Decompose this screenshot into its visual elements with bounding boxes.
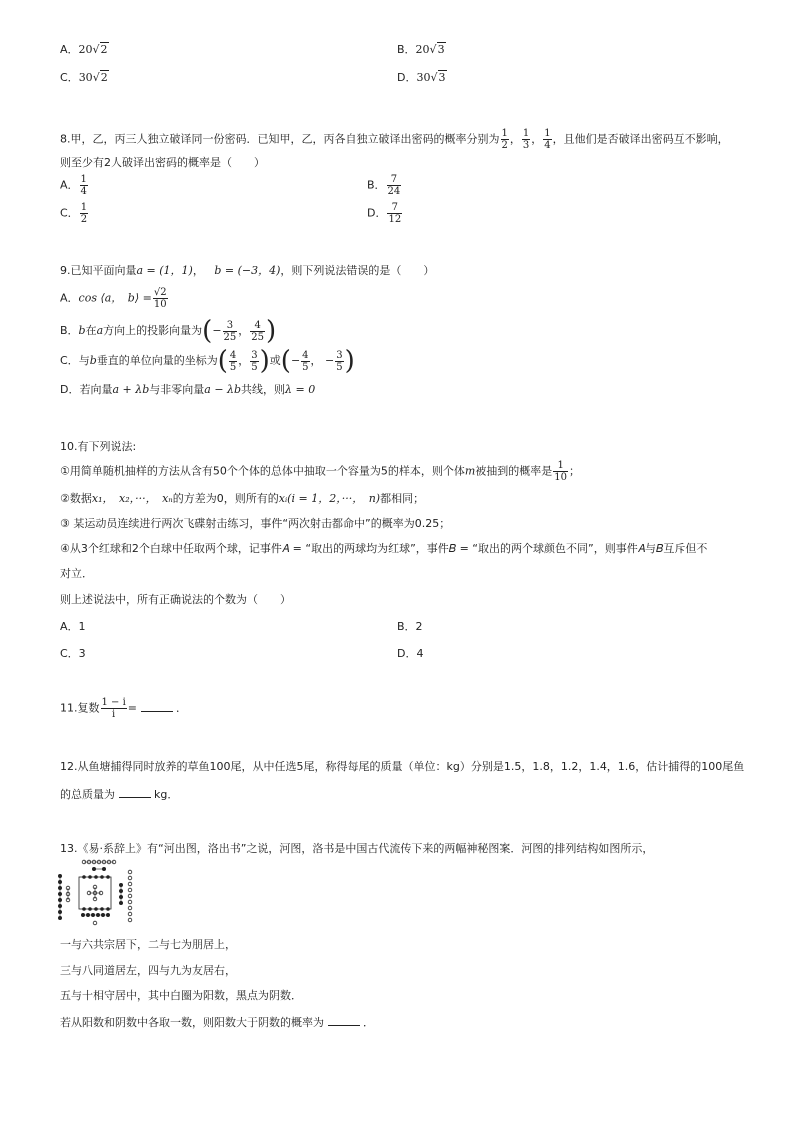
numerator: 4: [229, 349, 237, 361]
q9-option-d: [60, 382, 315, 398]
denominator: 5: [229, 361, 237, 373]
fraction: [501, 128, 509, 151]
expression: a − λb: [204, 383, 242, 396]
text: 与: [78, 354, 90, 367]
numerator: √2: [153, 287, 167, 298]
option-label: A．: [60, 178, 79, 192]
q8-option-d: [367, 202, 403, 225]
numerator: 3: [336, 349, 343, 361]
option-label: C．: [60, 354, 79, 367]
paren-open: (: [202, 316, 213, 346]
q13-line3: 三与八同道居左，四与九为友居右，: [60, 964, 236, 977]
q7-option-b: [397, 42, 446, 58]
numerator: 1: [501, 128, 508, 139]
q12-line1: 12.从鱼塘捕得同时放养的草鱼100尾，从中任选5尾，称得每尾的质量（单位：kg）分别是1.5，1.8，1.2，1.4，1.6，估计捕得的100尾鱼: [60, 760, 745, 773]
denominator: 25: [223, 331, 237, 343]
answer-blank: [119, 786, 151, 798]
denominator: 10: [554, 472, 568, 483]
fraction: [387, 202, 402, 225]
radicand: 2: [100, 43, 108, 56]
denominator: 12: [388, 214, 402, 225]
numerator: 3: [223, 320, 238, 332]
sqrt: √2: [92, 43, 108, 56]
numerator: 7: [387, 174, 402, 186]
q10-statement-3: ③ 某运动员连续进行两次飞碟射击练习，事件“两次射击都命中”的概率为0.25；: [60, 517, 451, 530]
fraction: [250, 320, 265, 343]
numerator: 7: [387, 202, 402, 214]
text: 的总质量为: [60, 788, 115, 801]
numerator: 1 − i: [101, 697, 126, 708]
fraction: [229, 350, 237, 373]
text: ①用简单随机抽样的方法从含有50个个体的总体中抽取一个容量为5的样本，则个体: [60, 464, 465, 478]
fraction: [80, 174, 88, 197]
index-expression: xᵢ(i = 1，2，···， n): [278, 492, 381, 505]
q8-option-b: [367, 174, 402, 197]
q10-question: 则上述说法中，所有正确说法的个数为（ ）: [60, 593, 291, 606]
numerator: 1: [80, 202, 88, 213]
text: 方向上的投影向量为: [103, 324, 203, 337]
denominator: 10: [153, 299, 167, 310]
q10-statement-1: [60, 460, 580, 483]
text: 的方差为0，则所有的: [172, 492, 279, 505]
q9-option-b: B．b在a方向上的投影向量为(− $\frac{3}{25}$ ， $\frac{4}{25}$ ): [60, 316, 277, 346]
denominator: 4: [80, 186, 87, 197]
text-end: kg．: [154, 788, 179, 801]
q8-option-a: [60, 174, 89, 197]
minus-sign: −: [212, 324, 222, 337]
radicand: 3: [438, 71, 446, 84]
numerator: 1: [522, 128, 530, 139]
denominator: 4: [544, 140, 551, 151]
q10-title: 10.有下列说法:: [60, 440, 137, 453]
option-label: B．: [367, 178, 386, 192]
text: 都相同；: [380, 492, 425, 505]
var-a: a: [96, 324, 104, 337]
data-list: x₁， x₂，···， xₙ: [91, 492, 173, 505]
var-b: b: [78, 324, 86, 337]
fraction: [335, 350, 343, 373]
paren-close: ): [259, 346, 270, 376]
q8-option-c: [60, 202, 89, 225]
text: 若从阳数和阴数中各取一数，则阳数大于阴数的概率为: [60, 1016, 324, 1029]
denominator: 5: [302, 361, 309, 373]
fraction: [250, 350, 258, 373]
minus-sign: −: [325, 354, 335, 367]
text: ②数据: [60, 492, 92, 505]
hetu-diagram-image: [57, 858, 135, 928]
text-end: ．: [363, 1016, 374, 1029]
option-label: C．: [60, 206, 79, 220]
option-label: D．: [397, 71, 417, 84]
q10-statement-4-line2: 对立．: [60, 567, 93, 580]
numerator: 3: [251, 349, 258, 361]
denominator: 3: [522, 140, 530, 151]
option-label: C．: [60, 71, 79, 84]
text: 11.复数: [60, 701, 100, 715]
option-label: B．: [60, 324, 79, 337]
q9-text: 9.已知平面向量: [60, 264, 137, 277]
numerator: 4: [250, 320, 265, 332]
numerator: 1: [553, 460, 568, 472]
fraction: [80, 202, 88, 225]
numerator: 1: [544, 128, 551, 139]
q13-line2: 一与六共宗居下，二与七为朋居上，: [60, 938, 236, 951]
minus-sign: −: [290, 354, 301, 367]
var-m: m: [464, 464, 476, 478]
option-coef: 30: [416, 71, 431, 84]
option-coef: 30: [78, 71, 93, 84]
q10-option-d: D．4: [397, 647, 424, 660]
option-label: A．: [60, 291, 79, 305]
separator: ，: [192, 264, 204, 277]
fraction: [553, 460, 568, 483]
radicand: 3: [437, 43, 445, 56]
vector-a: a = (1，1): [136, 264, 193, 277]
q13-line4: 五与十相守居中，其中白圈为阳数，黑点为阴数．: [60, 989, 302, 1002]
fraction: [223, 320, 238, 343]
text: 若向量: [79, 383, 113, 396]
sqrt: √3: [430, 71, 446, 84]
q8-text: 8.甲，乙，丙三人独立破译同一份密码．已知甲，乙，丙各自独立破译出密码的概率分别为: [60, 132, 500, 146]
denominator: 25: [251, 331, 264, 343]
paren-open: (: [217, 346, 228, 376]
text: 被抽到的概率是: [475, 464, 553, 478]
expression: λ = 0: [285, 383, 316, 396]
hetu-right-column: [128, 870, 132, 922]
q10-option-c: C．3: [60, 647, 86, 660]
q9-stem: [60, 263, 434, 279]
denominator: 5: [336, 361, 343, 373]
q10-option-a: A．1: [60, 620, 86, 633]
denominator: i: [112, 709, 116, 720]
q10-statement-4-line1: ④从3个红球和2个白球中任取两个球，记事件𝐴 = “取出的两球均为红球”，事件𝐵 = “取出的两个球颜色不同”，则事件𝐴与𝐵互斥但不: [60, 542, 708, 555]
text: 垂直的单位向量的坐标为: [96, 354, 218, 367]
q10-option-b: B．2: [397, 620, 423, 633]
option-label: A．: [60, 43, 79, 56]
vector-b: b = (−3，4): [214, 264, 281, 277]
q8-stem-line2: 则至少有2人破译出密码的概率是（ ）: [60, 156, 265, 169]
fraction: [153, 287, 168, 310]
text: 共线，则: [241, 383, 286, 396]
option-label: D．: [367, 206, 387, 220]
answer-blank: [141, 700, 173, 712]
q7-option-c: [60, 70, 109, 86]
text-end: ．: [176, 701, 188, 715]
or-text: 或: [269, 354, 281, 367]
q7-option-d: [397, 70, 447, 86]
sqrt: √3: [429, 43, 445, 56]
cos-expression: cos ⟨a， b⟩ =: [78, 291, 152, 305]
fraction: [101, 697, 127, 720]
fraction: [301, 350, 309, 373]
q10-statement-2: [60, 491, 424, 507]
expression: a + λb: [112, 383, 150, 396]
option-coef: 20: [415, 43, 430, 56]
option-label: D．: [60, 383, 80, 396]
denominator: 2: [80, 214, 88, 225]
fraction: [387, 174, 402, 197]
paren-close: ): [266, 316, 277, 346]
denominator: 24: [387, 186, 401, 197]
q13-line1: 13.《易·系辞上》有“河出图，洛出书”之说，河图，洛书是中国古代流传下来的两幅神秘图案．河图的排列结构如图所示，: [60, 842, 654, 855]
sqrt: √2: [92, 71, 108, 84]
denominator: 2: [501, 140, 508, 151]
q9-option-a: [60, 287, 169, 310]
text: 与非零向量: [149, 383, 205, 396]
answer-blank: [328, 1014, 360, 1026]
equals-sign: =: [127, 701, 138, 715]
q9-text-end: ，则下列说法错误的是（ ）: [280, 264, 435, 277]
paren-close: ): [344, 346, 355, 376]
radicand: 2: [100, 71, 108, 84]
fraction: [522, 128, 530, 151]
q8-text-end: ，且他们是否破译出密码互不影响，: [552, 132, 729, 146]
option-coef: 20: [78, 43, 93, 56]
text: 在: [85, 324, 97, 337]
q13-line5: [60, 1014, 374, 1031]
q12-line2: [60, 786, 178, 803]
q7-option-a: [60, 42, 109, 58]
denominator: 5: [251, 361, 258, 373]
option-label: B．: [397, 43, 416, 56]
numerator: 1: [80, 174, 87, 185]
numerator: 4: [302, 349, 309, 361]
var-b: b: [89, 354, 97, 367]
text-end: ；: [569, 464, 581, 478]
q8-stem-line1: 8.甲，乙，丙三人独立破译同一份密码．已知甲，乙，丙各自独立破译出密码的概率分别为 $\frac{1}{2}$ ， $\frac{1}{3}$ ， $\frac{1}{4}$ ，且他们是否破译出密码互不影响，: [60, 128, 729, 151]
paren-open: (: [280, 346, 291, 376]
fraction: [543, 128, 551, 151]
q9-option-c: C．与b垂直的单位向量的坐标为( $\frac{4}{5}$ ， $\frac{3}{5}$ )或(− $\frac{4}{5}$ ， − $\frac{3}{5}$ ): [60, 346, 355, 376]
q11-stem: [60, 697, 187, 720]
